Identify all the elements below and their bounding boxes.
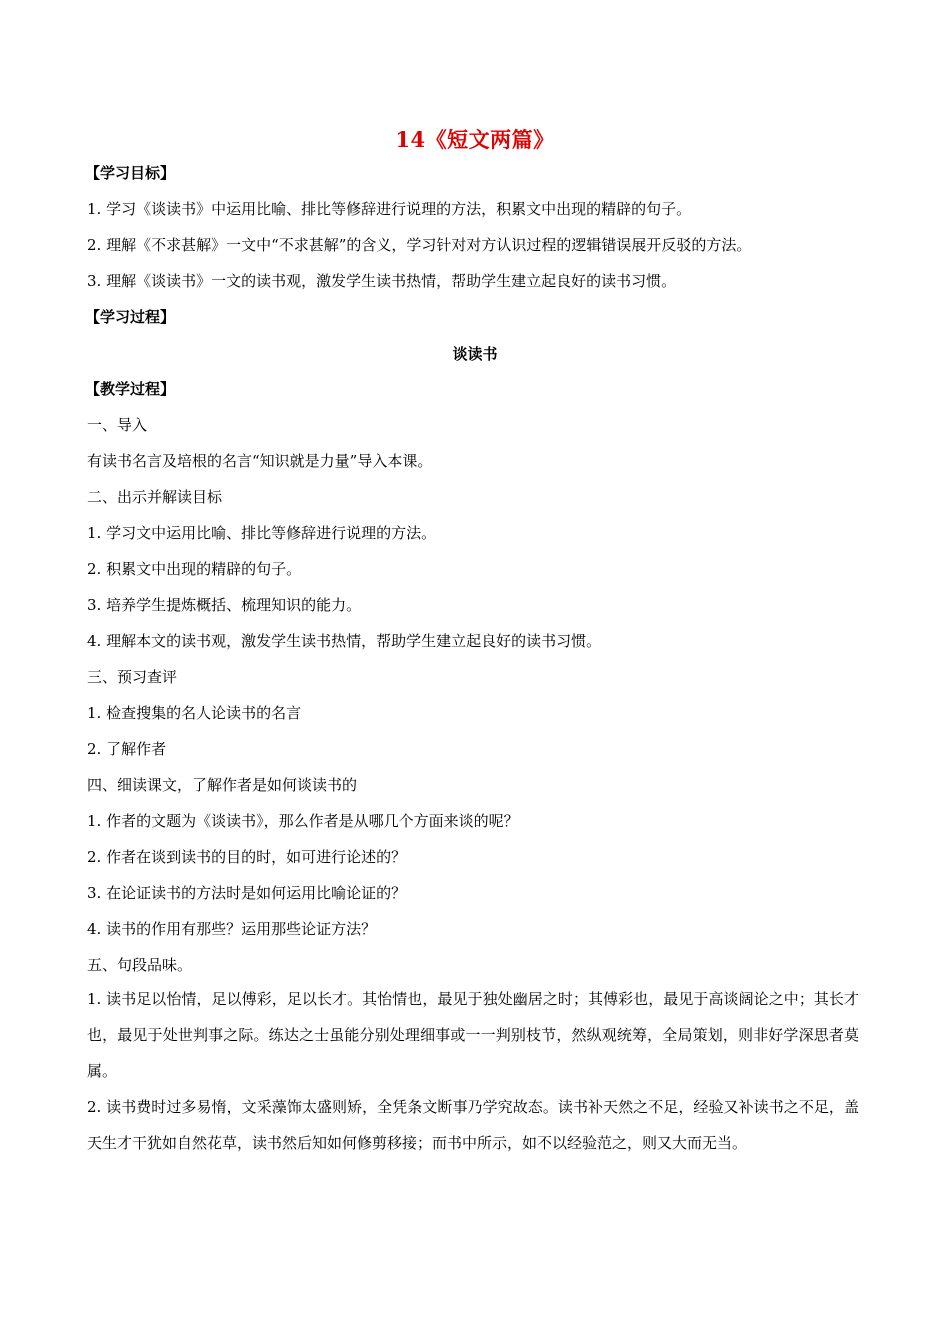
part4-heading: 四、细读课文，了解作者是如何谈读书的 — [87, 776, 358, 794]
part2-item-3: 3. 培养学生提炼概括、梳理知识的能力。 — [87, 596, 362, 614]
part4-item-1: 1. 作者的文题为《谈读书》，那么作者是从哪几个方面来谈的呢？ — [87, 812, 519, 830]
part2-item-4: 4. 理解本文的读书观，激发学生读书热情，帮助学生建立起良好的读书习惯。 — [87, 632, 602, 650]
part4-item-3: 3. 在论证读书的方法时是如何运用比喻论证的？ — [87, 884, 407, 902]
part3-item-2: 2. 了解作者 — [87, 740, 167, 758]
goals-heading: 【学习目标】 — [85, 164, 176, 182]
part5-heading: 五、句段品味。 — [87, 956, 193, 974]
lesson-title: 谈读书 — [452, 345, 498, 363]
goal-item-3: 3. 理解《谈读书》一文的读书观，激发学生读书热情，帮助学生建立起良好的读书习惯。 — [87, 272, 677, 290]
goal-item-1: 1. 学习《谈读书》中运用比喻、排比等修辞进行说理的方法，积累文中出现的精辟的句子。 — [87, 200, 692, 218]
part2-item-1: 1. 学习文中运用比喻、排比等修辞进行说理的方法。 — [87, 524, 437, 542]
document-title: 14《短文两篇》 — [395, 127, 555, 152]
part3-item-1: 1. 检查搜集的名人论读书的名言 — [87, 704, 302, 722]
part5-paragraph-1: 1. 读书足以怡情，足以傅彩，足以长才。其怡情也，最见于独处幽居之时；其傅彩也，最见于高谈阔论之中；其长才也，最见于处世判事之际。练达之士虽能分别处理细事或一一判别枝节，然纵观统筹，全局策划，则非好学深思者莫属。 — [87, 990, 859, 1080]
teaching-heading: 【教学过程】 — [85, 380, 176, 398]
part1-text: 有读书名言及培根的名言“知识就是力量”导入本课。 — [87, 452, 433, 470]
part1-heading: 一、导入 — [87, 416, 148, 434]
goal-item-2: 2. 理解《不求甚解》一文中“不求甚解”的含义，学习针对对方认识过程的逻辑错误展开反驳的方法。 — [87, 236, 752, 254]
part4-item-2: 2. 作者在谈到读书的目的时，如可进行论述的？ — [87, 848, 407, 866]
part5-paragraph-2: 2. 读书费时过多易惰，文采藻饰太盛则矫，全凭条文断事乃学究故态。读书补天然之不足，经验又补读书之不足，盖天生才干犹如自然花草，读书然后知如何修剪移接；而书中所示，如不以经验范之，则又大而无当。 — [87, 1098, 859, 1152]
part4-item-4: 4. 读书的作用有那些？运用那些论证方法？ — [87, 920, 377, 938]
part2-item-2: 2. 积累文中出现的精辟的句子。 — [87, 560, 302, 578]
process-heading: 【学习过程】 — [85, 308, 176, 326]
part3-heading: 三、预习查评 — [87, 668, 178, 686]
part2-heading: 二、出示并解读目标 — [87, 488, 223, 506]
